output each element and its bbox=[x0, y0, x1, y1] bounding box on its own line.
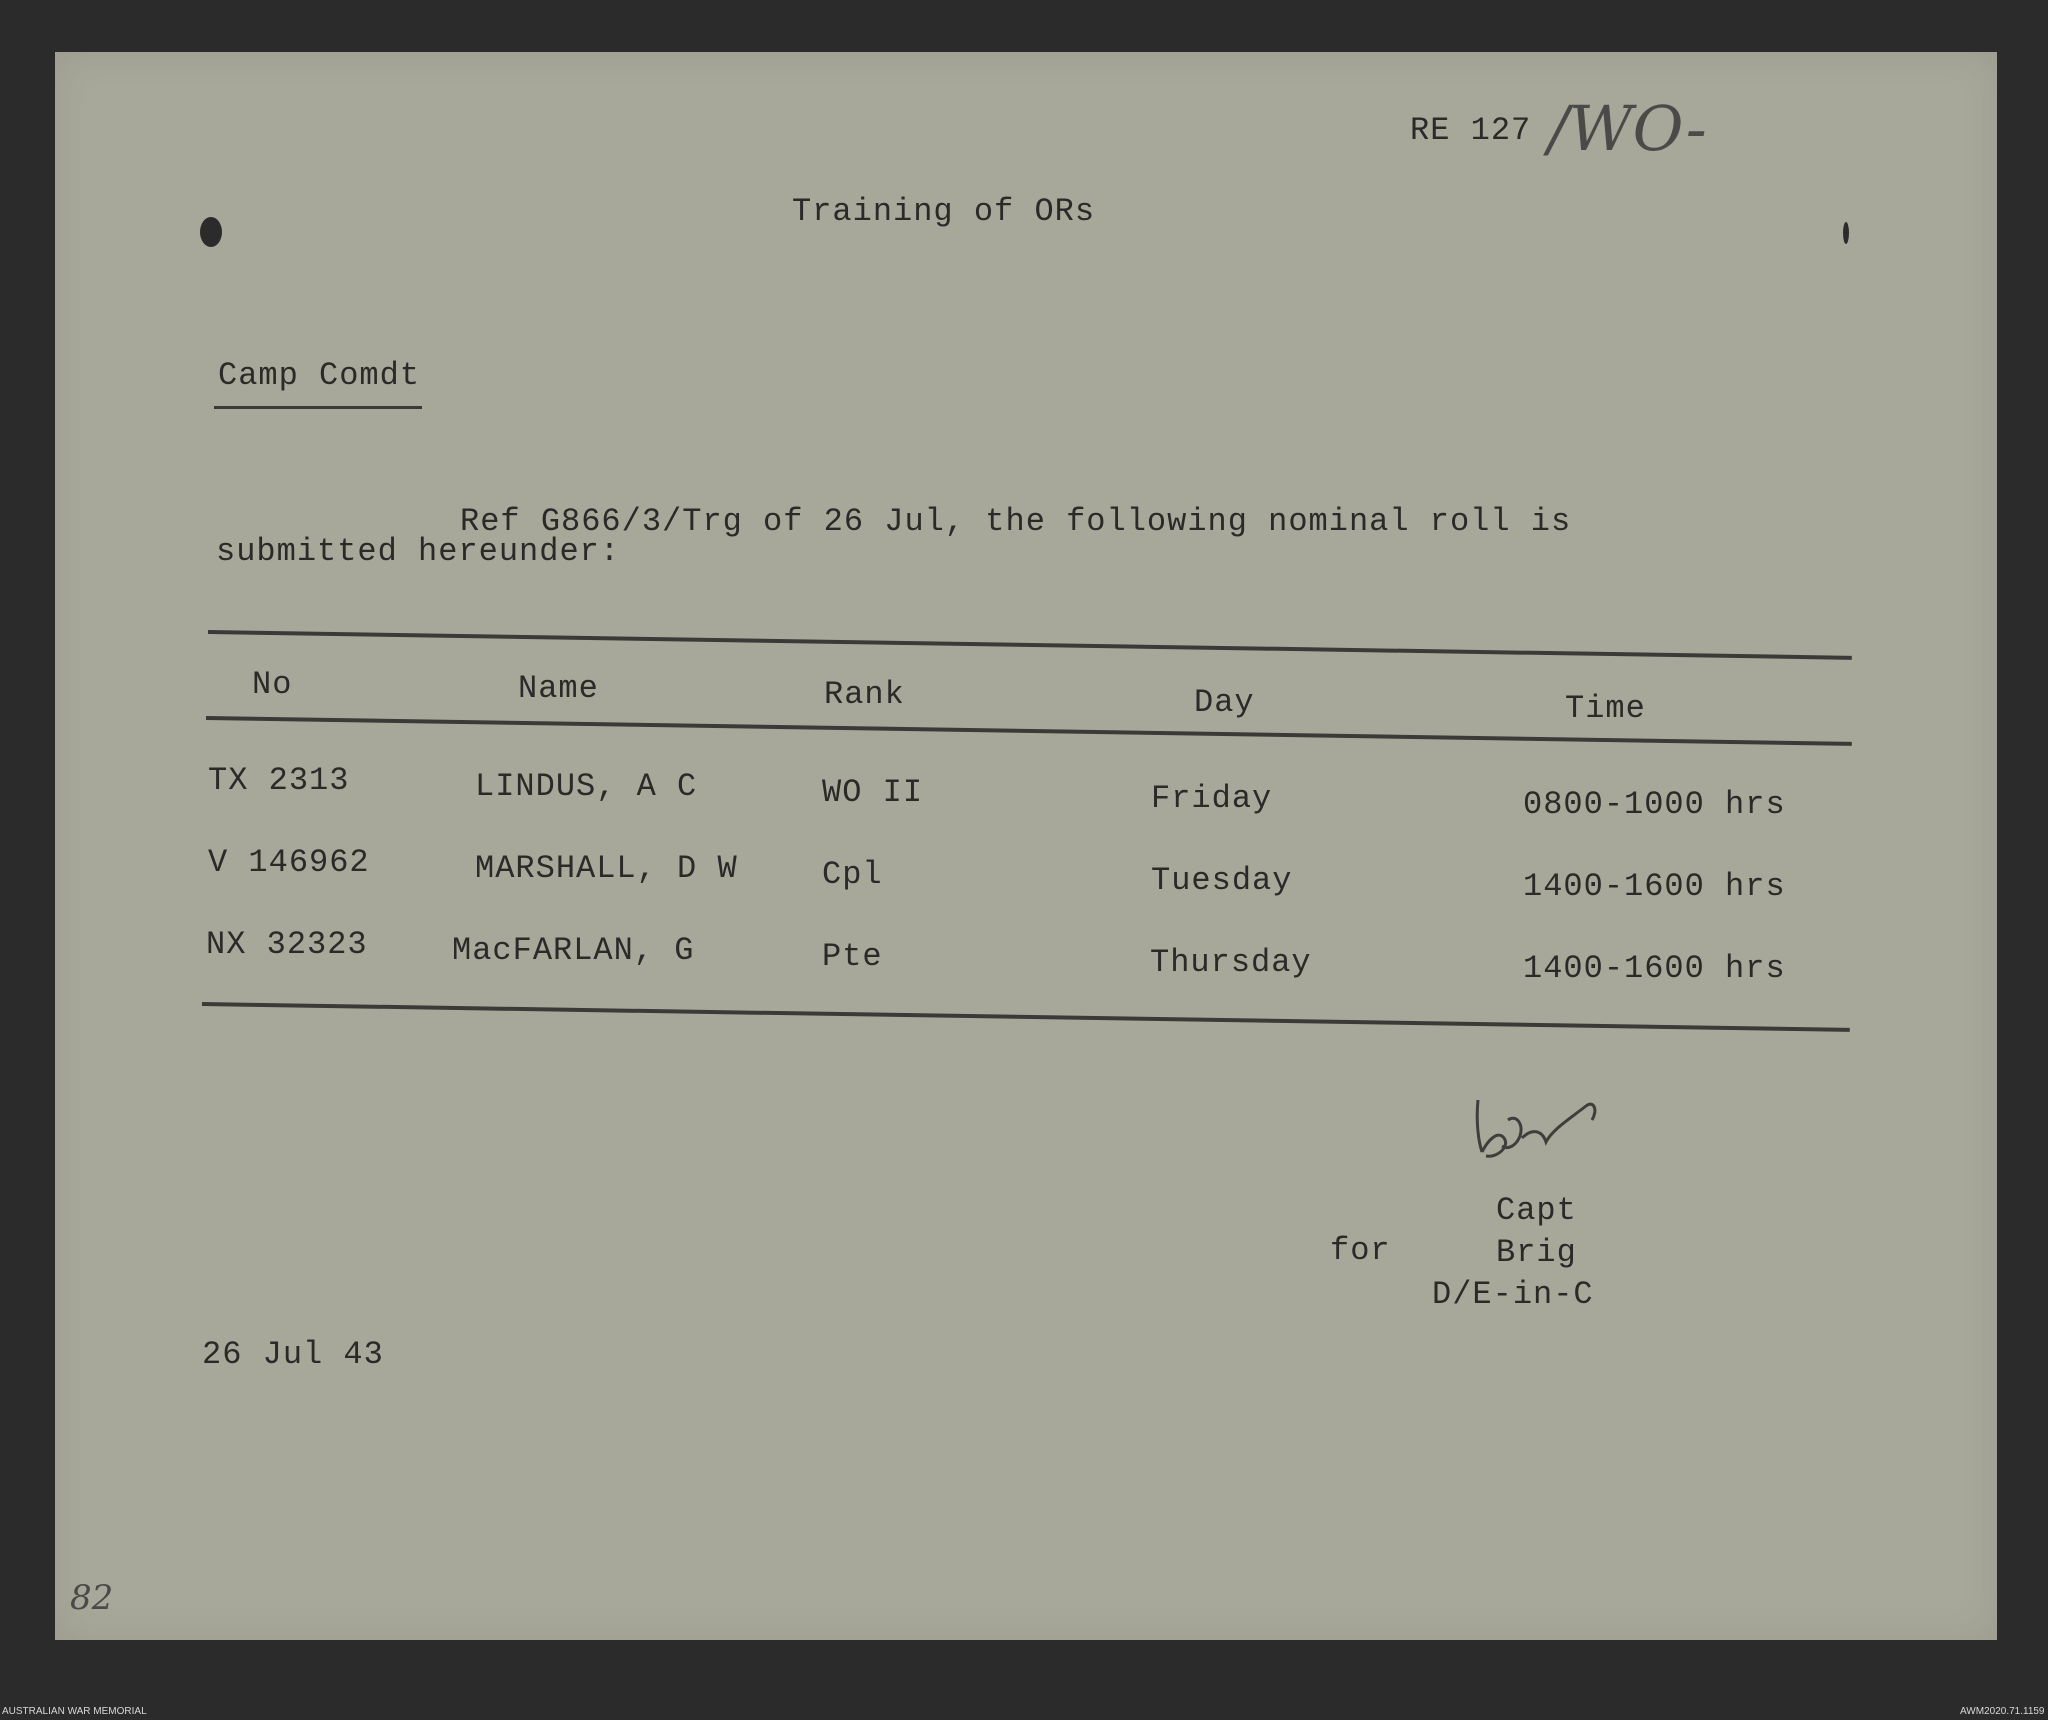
body-line-2: submitted hereunder: bbox=[216, 533, 621, 570]
header-name: Name bbox=[518, 670, 599, 707]
row-time: 0800-1000 hrs bbox=[1523, 786, 1786, 823]
row-rank: Pte bbox=[822, 938, 883, 975]
row-rank: Cpl bbox=[822, 856, 883, 893]
signature-office: D/E-in-C bbox=[1432, 1276, 1594, 1313]
footer-archive-name: AUSTRALIAN WAR MEMORIAL bbox=[2, 1706, 147, 1717]
row-name: MacFARLAN, G bbox=[452, 932, 695, 969]
header-no: No bbox=[252, 666, 293, 703]
row-name: MARSHALL, D W bbox=[475, 850, 738, 887]
header-day: Day bbox=[1194, 684, 1255, 721]
header-time: Time bbox=[1565, 690, 1646, 727]
signature-title: Brig bbox=[1496, 1234, 1577, 1271]
header-rank: Rank bbox=[824, 676, 905, 713]
row-day: Thursday bbox=[1150, 944, 1312, 981]
signature-rank: Capt bbox=[1496, 1192, 1577, 1229]
footer-accession-number: AWM2020.71.1159 bbox=[1960, 1706, 2045, 1717]
row-no: NX 32323 bbox=[206, 926, 368, 963]
reference-code: RE 127 bbox=[1410, 112, 1532, 149]
staple-mark bbox=[1843, 222, 1849, 244]
row-name: LINDUS, A C bbox=[475, 768, 698, 805]
row-time: 1400-1600 hrs bbox=[1523, 950, 1786, 987]
signature-for: for bbox=[1330, 1232, 1391, 1269]
handwritten-reference: /WO- bbox=[1548, 92, 1707, 165]
addressee-underline bbox=[214, 406, 422, 409]
row-day: Tuesday bbox=[1151, 862, 1293, 899]
row-rank: WO II bbox=[822, 774, 924, 811]
margin-note: 82 bbox=[70, 1578, 114, 1618]
row-no: TX 2313 bbox=[208, 762, 350, 799]
body-line-1: Ref G866/3/Trg of 26 Jul, the following nominal roll is bbox=[460, 503, 1572, 540]
signature bbox=[1468, 1080, 1638, 1170]
row-time: 1400-1600 hrs bbox=[1523, 868, 1786, 905]
punch-hole bbox=[200, 217, 222, 247]
document-title: Training of ORs bbox=[792, 193, 1096, 230]
row-day: Friday bbox=[1151, 780, 1273, 817]
document-date: 26 Jul 43 bbox=[202, 1336, 384, 1373]
addressee: Camp Comdt bbox=[218, 357, 421, 394]
row-no: V 146962 bbox=[208, 844, 370, 881]
